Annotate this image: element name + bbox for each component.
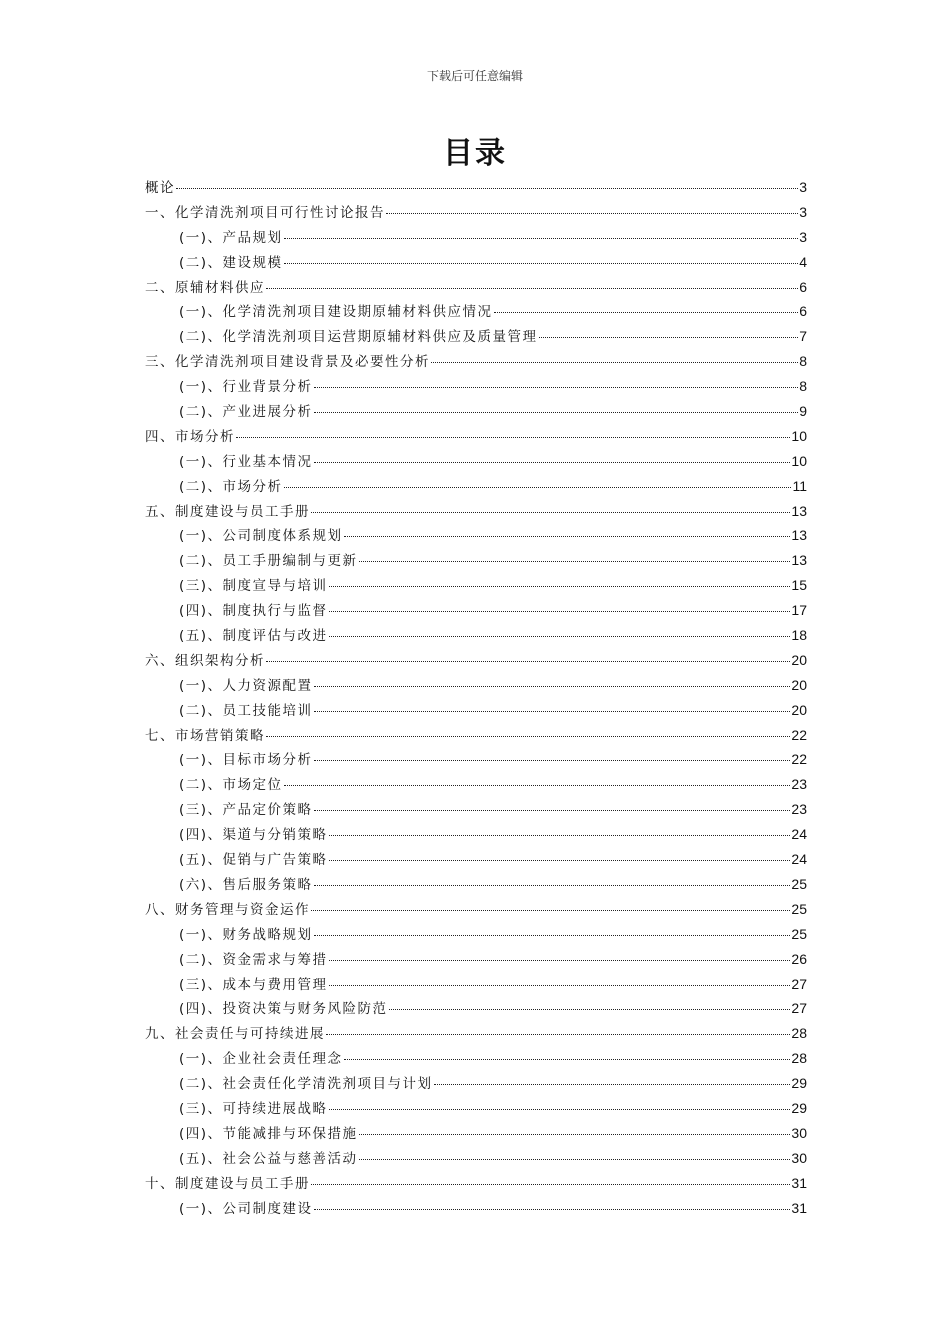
toc-page-number: 13 bbox=[791, 552, 807, 569]
toc-entry[interactable] bbox=[145, 922, 807, 947]
toc-dot-leader bbox=[311, 910, 790, 911]
toc-dot-leader bbox=[326, 1034, 790, 1035]
toc-page-number: 31 bbox=[791, 1199, 807, 1216]
toc-entry-text: (四)、制度执行与监督 bbox=[179, 603, 328, 620]
toc-entry-text: (一)、目标市场分析 bbox=[179, 752, 313, 769]
toc-page-number: 10 bbox=[791, 452, 807, 469]
toc-dot-leader bbox=[314, 1209, 791, 1210]
toc-entry-text: 概论 bbox=[145, 180, 175, 196]
toc-page-number: 20 bbox=[791, 701, 807, 718]
toc-entry-text: (二)、社会责任化学清洗剂项目与计划 bbox=[179, 1076, 433, 1093]
toc-entry-text: (五)、促销与广告策略 bbox=[179, 852, 328, 869]
toc-entry-text: (二)、化学清洗剂项目运营期原辅材料供应及质量管理 bbox=[179, 329, 538, 346]
toc-entry-text: 一、化学清洗剂项目可行性讨论报告 bbox=[145, 204, 385, 221]
toc-entry[interactable] bbox=[145, 747, 807, 772]
toc-dot-leader bbox=[359, 1134, 791, 1135]
toc-entry-text: (二)、员工手册编制与更新 bbox=[179, 553, 358, 570]
toc-entry[interactable] bbox=[145, 449, 807, 474]
toc-dot-leader bbox=[236, 437, 790, 438]
toc-dot-leader bbox=[176, 188, 798, 189]
table-of-contents bbox=[145, 175, 807, 1220]
toc-page-number: 24 bbox=[791, 826, 807, 843]
toc-page-number: 25 bbox=[791, 900, 807, 917]
toc-page-number: 28 bbox=[791, 1050, 807, 1067]
toc-entry[interactable] bbox=[145, 1071, 807, 1096]
toc-dot-leader bbox=[311, 1184, 790, 1185]
toc-entry[interactable] bbox=[145, 698, 807, 723]
toc-entry-text: 七、市场营销策略 bbox=[145, 727, 265, 744]
toc-entry[interactable] bbox=[145, 822, 807, 847]
toc-page-number: 3 bbox=[799, 179, 807, 195]
toc-page-number: 3 bbox=[799, 228, 807, 245]
toc-page-number: 15 bbox=[791, 577, 807, 594]
toc-entry-text: 十、制度建设与员工手册 bbox=[145, 1175, 310, 1192]
toc-entry-text: (三)、成本与费用管理 bbox=[179, 976, 328, 993]
toc-page-number: 20 bbox=[791, 651, 807, 668]
toc-entry-text: (二)、市场定位 bbox=[179, 777, 283, 794]
toc-entry[interactable] bbox=[145, 797, 807, 822]
toc-entry[interactable] bbox=[145, 723, 807, 748]
toc-entry-text: (六)、售后服务策略 bbox=[179, 876, 313, 893]
toc-entry[interactable] bbox=[145, 1171, 807, 1196]
toc-entry[interactable] bbox=[145, 275, 807, 300]
toc-entry[interactable] bbox=[145, 1196, 807, 1221]
toc-entry[interactable] bbox=[145, 1096, 807, 1121]
toc-page-number: 24 bbox=[791, 851, 807, 868]
toc-dot-leader bbox=[344, 536, 791, 537]
toc-entry-text: (四)、投资决策与财务风险防范 bbox=[179, 1001, 388, 1018]
toc-entry-text: (四)、节能减排与环保措施 bbox=[179, 1125, 358, 1142]
toc-entry-text: 三、化学清洗剂项目建设背景及必要性分析 bbox=[145, 354, 430, 371]
toc-dot-leader bbox=[389, 1009, 791, 1010]
toc-dot-leader bbox=[539, 337, 799, 338]
toc-dot-leader bbox=[266, 736, 790, 737]
toc-entry-text: (一)、行业基本情况 bbox=[179, 453, 313, 470]
toc-entry-text: (一)、行业背景分析 bbox=[179, 379, 313, 396]
toc-entry[interactable] bbox=[145, 996, 807, 1021]
toc-entry[interactable] bbox=[145, 200, 807, 225]
toc-entry[interactable] bbox=[145, 648, 807, 673]
toc-dot-leader bbox=[284, 238, 799, 239]
toc-page-number: 25 bbox=[791, 925, 807, 942]
toc-entry-text: 四、市场分析 bbox=[145, 428, 235, 445]
toc-dot-leader bbox=[329, 1109, 791, 1110]
toc-dot-leader bbox=[314, 462, 791, 463]
toc-entry[interactable] bbox=[145, 324, 807, 349]
toc-dot-leader bbox=[494, 312, 799, 313]
toc-page-number: 8 bbox=[799, 353, 807, 370]
toc-entry-text: (三)、可持续进展战略 bbox=[179, 1100, 328, 1117]
page-header: 下载后可任意编辑 bbox=[426, 69, 523, 83]
toc-page-number: 20 bbox=[791, 676, 807, 693]
toc-page-number: 9 bbox=[799, 403, 807, 420]
toc-page-number: 8 bbox=[799, 378, 807, 395]
toc-dot-leader bbox=[434, 1084, 791, 1085]
toc-entry[interactable] bbox=[145, 349, 807, 374]
toc-dot-leader bbox=[311, 512, 790, 513]
toc-entry[interactable] bbox=[145, 474, 807, 499]
toc-entry[interactable] bbox=[145, 673, 807, 698]
toc-page-number: 30 bbox=[791, 1149, 807, 1166]
toc-entry[interactable] bbox=[145, 1121, 807, 1146]
toc-page-number: 3 bbox=[799, 203, 807, 220]
toc-page-number: 22 bbox=[791, 726, 807, 743]
toc-dot-leader bbox=[314, 686, 791, 687]
toc-entry-text: 九、社会责任与可持续进展 bbox=[145, 1026, 325, 1043]
toc-page-number: 4 bbox=[799, 253, 807, 270]
toc-entry-text: (一)、产品规划 bbox=[179, 229, 283, 246]
toc-entry-text: (二)、产业进展分析 bbox=[179, 404, 313, 421]
toc-page-number: 27 bbox=[791, 975, 807, 992]
toc-entry[interactable] bbox=[145, 424, 807, 449]
toc-entry[interactable] bbox=[145, 523, 807, 548]
toc-page-number: 29 bbox=[791, 1099, 807, 1116]
toc-entry[interactable] bbox=[145, 772, 807, 797]
toc-page-number: 31 bbox=[791, 1174, 807, 1191]
toc-dot-leader bbox=[266, 288, 798, 289]
toc-dot-leader bbox=[314, 711, 791, 712]
toc-entry-text: (二)、市场分析 bbox=[179, 478, 283, 495]
toc-dot-leader bbox=[329, 960, 791, 961]
toc-page-number: 23 bbox=[791, 776, 807, 793]
toc-page-number: 25 bbox=[791, 875, 807, 892]
toc-entry[interactable] bbox=[145, 947, 807, 972]
toc-page-number: 17 bbox=[791, 602, 807, 619]
toc-entry-text: (一)、企业社会责任理念 bbox=[179, 1051, 343, 1068]
toc-entry-text: (五)、社会公益与慈善活动 bbox=[179, 1150, 358, 1167]
toc-entry[interactable] bbox=[145, 225, 807, 250]
toc-page-number: 10 bbox=[791, 427, 807, 444]
toc-dot-leader bbox=[314, 935, 791, 936]
toc-page-number: 7 bbox=[799, 328, 807, 345]
toc-entry-text: (五)、制度评估与改进 bbox=[179, 628, 328, 645]
toc-entry[interactable] bbox=[145, 548, 807, 573]
toc-dot-leader bbox=[359, 561, 791, 562]
toc-entry-text: 五、制度建设与员工手册 bbox=[145, 503, 310, 520]
toc-entry-text: (二)、建设规模 bbox=[179, 254, 283, 271]
toc-page-number: 6 bbox=[799, 278, 807, 295]
toc-dot-leader bbox=[344, 1059, 791, 1060]
toc-page-number: 13 bbox=[791, 527, 807, 544]
toc-page-number: 6 bbox=[799, 303, 807, 320]
toc-page-number: 28 bbox=[791, 1025, 807, 1042]
toc-entry-text: (三)、制度宣导与培训 bbox=[179, 578, 328, 595]
toc-page-number: 26 bbox=[791, 950, 807, 967]
toc-entry-text: (一)、公司制度建设 bbox=[179, 1200, 313, 1217]
toc-dot-leader bbox=[329, 860, 791, 861]
toc-entry[interactable] bbox=[145, 897, 807, 922]
toc-entry-text: (一)、化学清洗剂项目建设期原辅材料供应情况 bbox=[179, 304, 493, 321]
toc-page-number: 29 bbox=[791, 1075, 807, 1092]
toc-dot-leader bbox=[284, 263, 799, 264]
toc-entry-text: (二)、资金需求与筹措 bbox=[179, 951, 328, 968]
toc-dot-leader bbox=[314, 760, 791, 761]
toc-entry-text: (一)、公司制度体系规划 bbox=[179, 528, 343, 545]
toc-dot-leader bbox=[329, 611, 791, 612]
toc-page-number: 30 bbox=[791, 1124, 807, 1141]
toc-entry[interactable] bbox=[145, 847, 807, 872]
toc-entry-text: 六、组织架构分析 bbox=[145, 652, 265, 669]
toc-dot-leader bbox=[329, 586, 791, 587]
toc-entry-text: (四)、渠道与分销策略 bbox=[179, 827, 328, 844]
toc-page-number: 11 bbox=[792, 477, 807, 494]
toc-entry[interactable] bbox=[145, 250, 807, 275]
toc-entry[interactable] bbox=[145, 1046, 807, 1071]
toc-title: 目录 bbox=[443, 136, 507, 171]
toc-dot-leader bbox=[386, 213, 798, 214]
toc-dot-leader bbox=[314, 412, 799, 413]
toc-page-number: 23 bbox=[791, 801, 807, 818]
toc-dot-leader bbox=[314, 387, 799, 388]
toc-dot-leader bbox=[314, 810, 791, 811]
toc-entry-text: 二、原辅材料供应 bbox=[145, 279, 265, 296]
toc-dot-leader bbox=[329, 636, 791, 637]
toc-page-number: 22 bbox=[791, 751, 807, 768]
toc-page-number: 18 bbox=[791, 627, 807, 644]
toc-dot-leader bbox=[359, 1159, 791, 1160]
toc-dot-leader bbox=[284, 487, 792, 488]
toc-entry-text: (一)、财务战略规划 bbox=[179, 926, 313, 943]
toc-entry[interactable] bbox=[145, 872, 807, 897]
toc-entry[interactable] bbox=[145, 1021, 807, 1046]
toc-entry[interactable] bbox=[145, 972, 807, 997]
toc-page-number: 13 bbox=[791, 502, 807, 519]
toc-entry[interactable] bbox=[145, 299, 807, 324]
toc-entry-text: (一)、人力资源配置 bbox=[179, 677, 313, 694]
toc-entry[interactable] bbox=[145, 1146, 807, 1171]
toc-dot-leader bbox=[431, 362, 798, 363]
toc-entry[interactable] bbox=[145, 175, 807, 200]
toc-entry[interactable] bbox=[145, 399, 807, 424]
toc-page-number: 27 bbox=[791, 1000, 807, 1017]
toc-dot-leader bbox=[314, 885, 791, 886]
toc-dot-leader bbox=[329, 835, 791, 836]
toc-dot-leader bbox=[329, 985, 791, 986]
toc-entry[interactable] bbox=[145, 573, 807, 598]
toc-entry-text: 八、财务管理与资金运作 bbox=[145, 901, 310, 918]
toc-dot-leader bbox=[266, 661, 790, 662]
toc-entry-text: (三)、产品定价策略 bbox=[179, 802, 313, 819]
toc-dot-leader bbox=[284, 785, 791, 786]
toc-entry[interactable] bbox=[145, 623, 807, 648]
toc-entry[interactable] bbox=[145, 374, 807, 399]
toc-entry-text: (二)、员工技能培训 bbox=[179, 702, 313, 719]
toc-entry[interactable] bbox=[145, 598, 807, 623]
toc-entry[interactable] bbox=[145, 499, 807, 524]
